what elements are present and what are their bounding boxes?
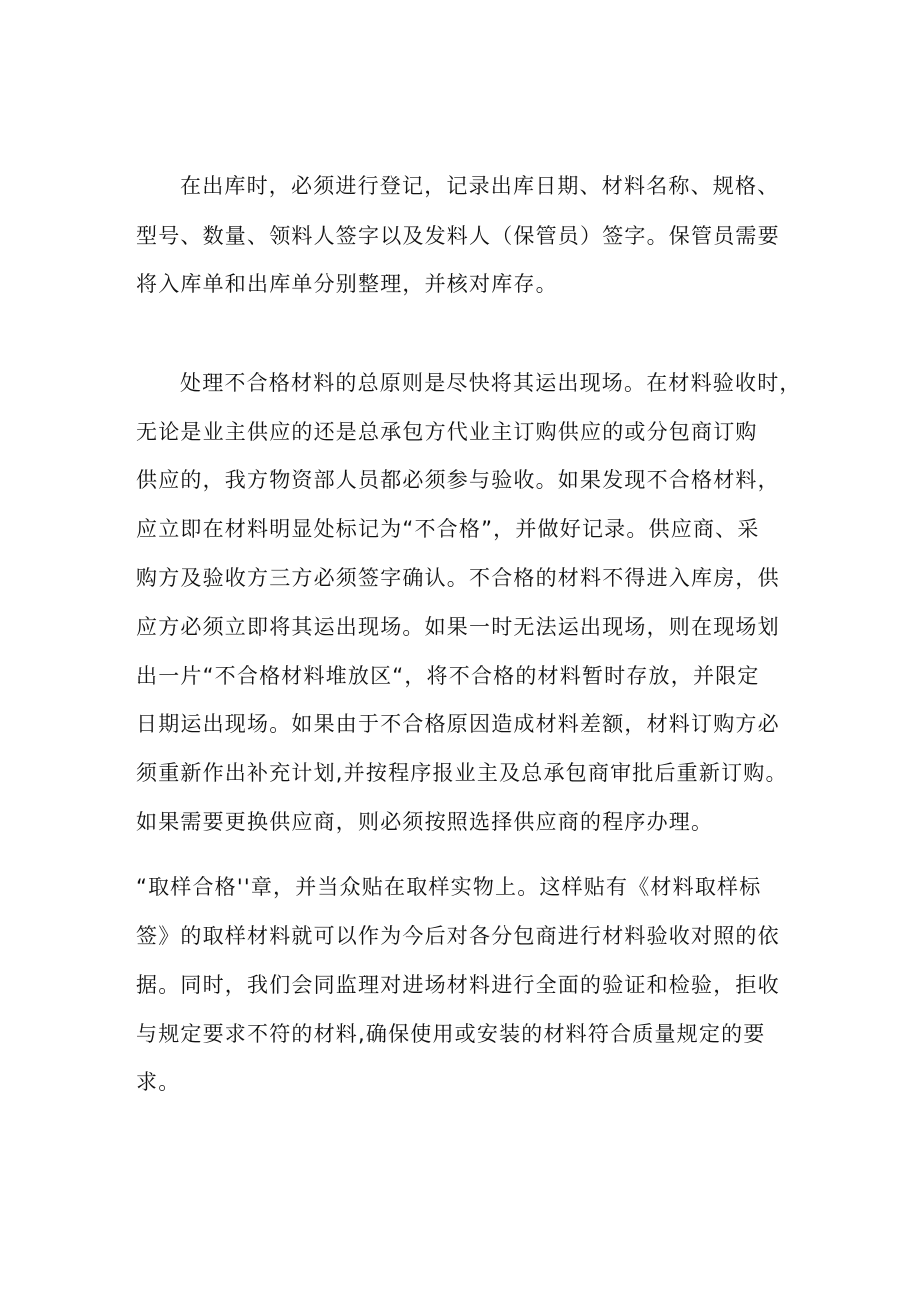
paragraph-2-line-8: 日期运出现场。如果由于不合格原因造成材料差额，材料订购方必 — [136, 712, 780, 736]
paragraph-2-line-3: 供应的，我方物资部人员都必须参与验收。如果发现不合格材料， — [136, 468, 780, 492]
paragraph-2-line-2: 无论是业主供应的还是总承包方代业主订购供应的或分包商订购 — [136, 420, 758, 444]
paragraph-1-line-2: 型号、数量、领料人签字以及发料人（保管员）签字。保管员需要 — [136, 224, 780, 248]
paragraph-1-line-3: 将入库单和出库单分别整理，并核对库存。 — [136, 272, 558, 296]
paragraph-2-line-5: 购方及验收方三方必须签字确认。不合格的材料不得进入库房，供 — [136, 566, 780, 590]
paragraph-2-line-7: 出一片“不合格材料堆放区“，将不合格的材料暂时存放，并限定 — [136, 664, 760, 688]
paragraph-3-line-1: “取样合格''章，并当众贴在取样实物上。这样贴有《材料取样标 — [136, 875, 762, 899]
paragraph-2-line-1: 处理不合格材料的总原则是尽快将其运出现场。在材料验收时， — [180, 371, 802, 395]
paragraph-1-line-1: 在出库时，必须进行登记，记录出库日期、材料名称、规格、 — [180, 174, 780, 198]
paragraph-3-line-3: 据。同时，我们会同监理对进场材料进行全面的验证和检验，拒收 — [136, 973, 780, 997]
paragraph-3-line-2: 签》的取样材料就可以作为今后对各分包商进行材料验收对照的依 — [136, 924, 780, 948]
paragraph-2-line-4: 应立即在材料明显处标记为“不合格”，并做好记录。供应商、采 — [136, 517, 760, 541]
paragraph-2-line-10: 如果需要更换供应商，则必须按照选择供应商的程序办理。 — [136, 810, 714, 834]
paragraph-2-line-6: 应方必须立即将其运出现场。如果一时无法运出现场，则在现场划 — [136, 615, 780, 639]
paragraph-2-line-9: 须重新作出补充计划,并按程序报业主及总承包商审批后重新订购。 — [136, 761, 788, 785]
paragraph-3-line-4: 与规定要求不符的材料,确保使用或安装的材料符合质量规定的要 — [136, 1022, 766, 1046]
paragraph-3-line-5: 求。 — [136, 1070, 181, 1094]
